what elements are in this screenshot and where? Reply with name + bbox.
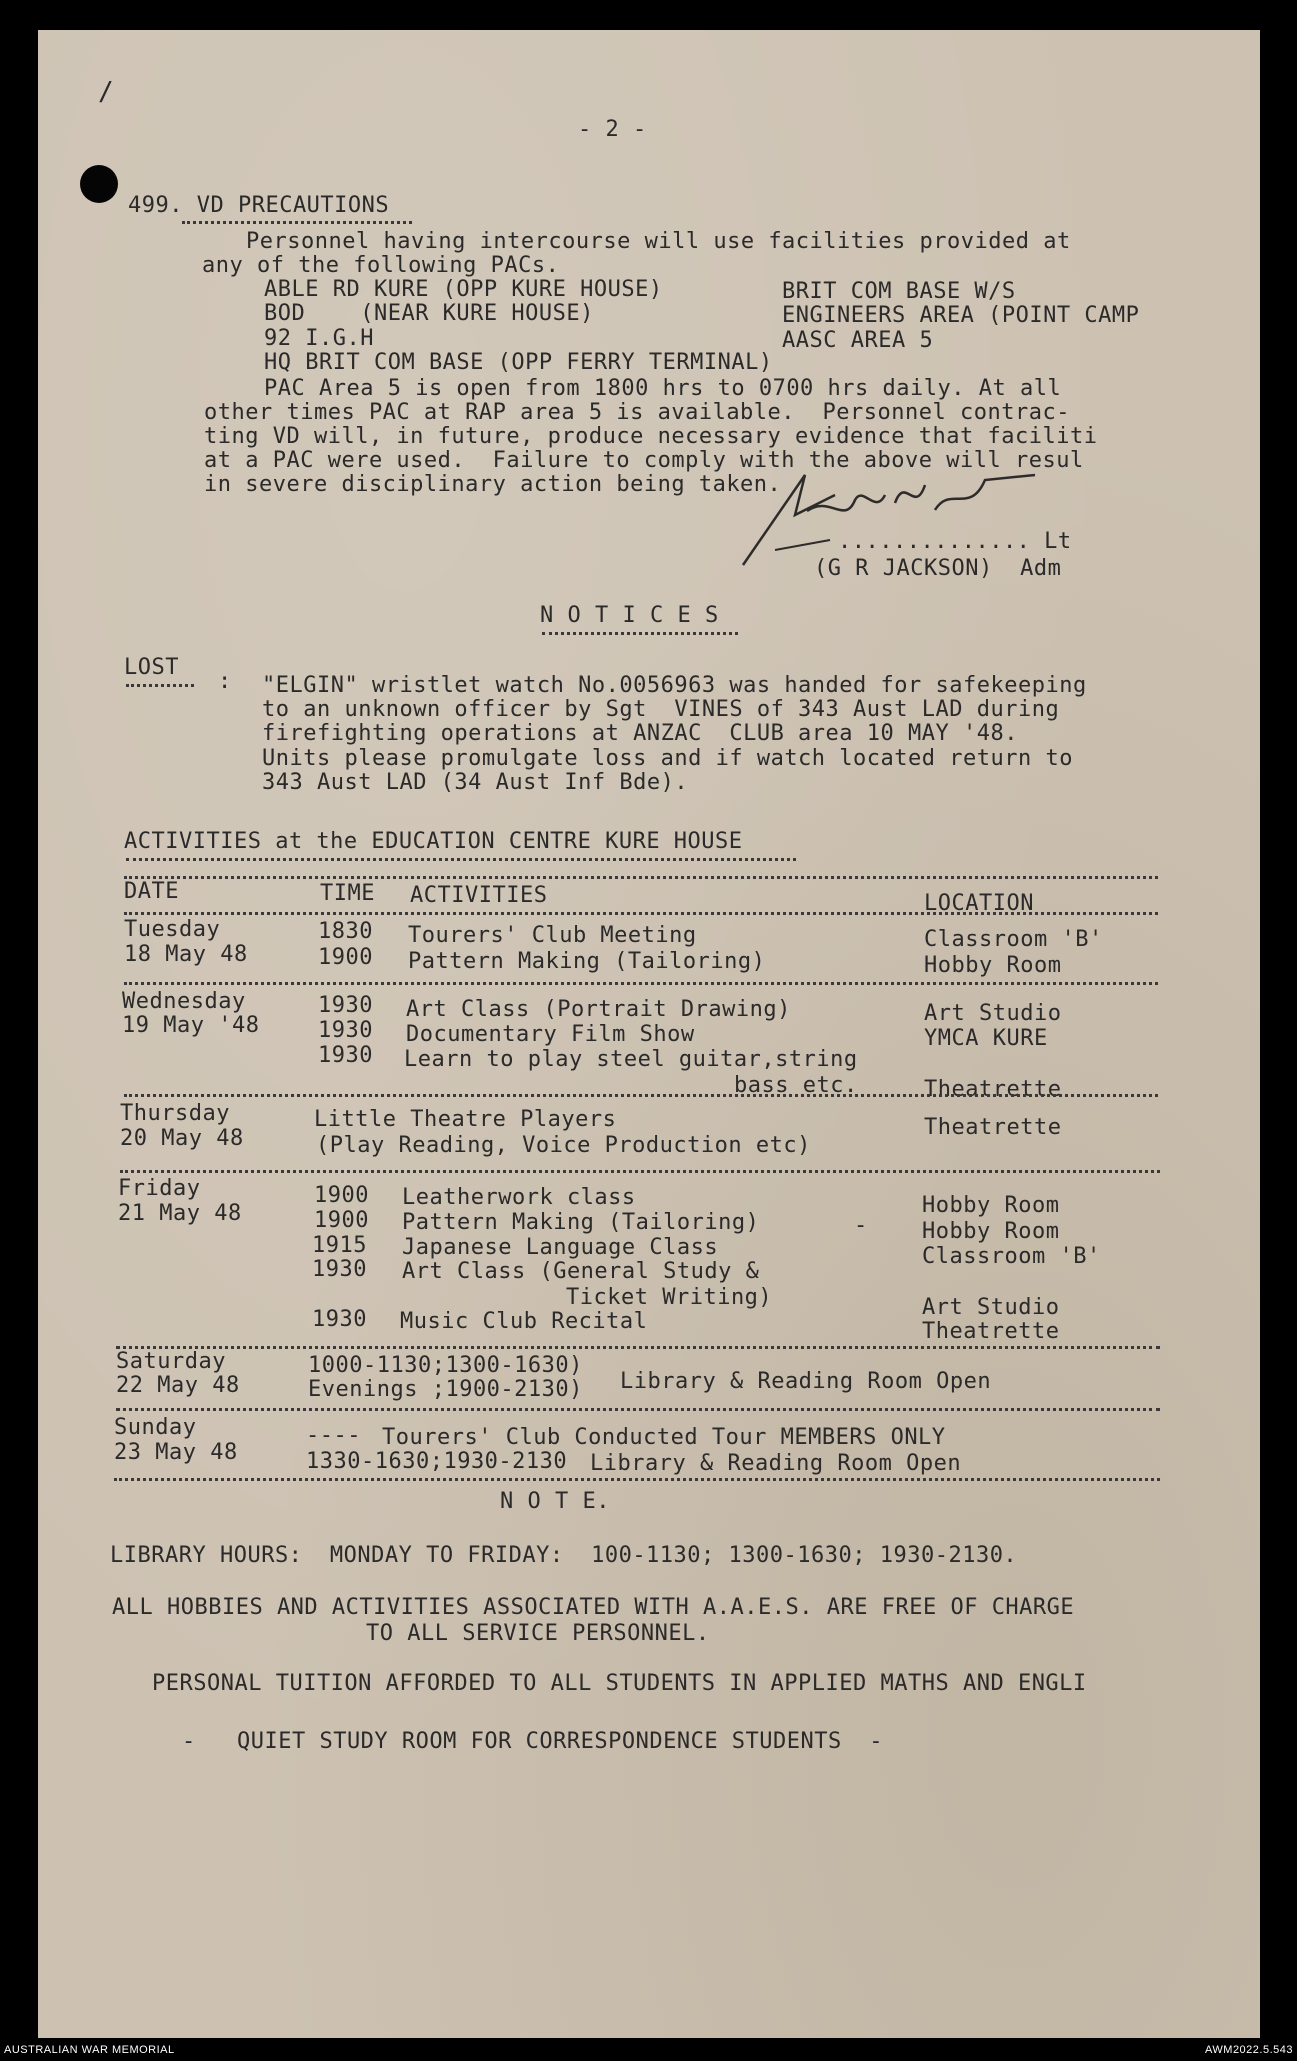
activity-location: Hobby Room xyxy=(922,1193,1060,1218)
activities-underline xyxy=(126,858,796,861)
pac-location: ABLE RD KURE (OPP KURE HOUSE) xyxy=(264,277,663,302)
library-hours: LIBRARY HOURS: MONDAY TO FRIDAY: 100-1130; 1300-1630; 1930-2130. xyxy=(110,1543,1018,1568)
activity-name: Little Theatre Players xyxy=(314,1107,617,1132)
column-header-time: TIME xyxy=(320,881,375,906)
day-name: Tuesday xyxy=(124,917,221,942)
activity-location: Theatrette xyxy=(924,1115,1062,1140)
activity-time: 1930 xyxy=(312,1307,367,1332)
activity-location: Theatrette xyxy=(922,1319,1060,1344)
table-rule xyxy=(114,1478,1160,1481)
table-rule xyxy=(124,912,1158,915)
activity-location: Classroom 'B' xyxy=(924,927,1103,952)
lost-line: 343 Aust LAD (34 Aust Inf Bde). xyxy=(262,770,689,795)
hobbies-note: TO ALL SERVICE PERSONNEL. xyxy=(366,1621,710,1646)
activity-name: Ticket Writing) xyxy=(566,1285,773,1310)
activity-time: 1915 xyxy=(312,1233,367,1258)
activity-name: Pattern Making (Tailoring) xyxy=(408,949,766,974)
activity-name: bass etc. xyxy=(734,1073,858,1098)
activity-location: Theatrette xyxy=(924,1077,1062,1102)
activity-time: 1000-1130;1300-1630) xyxy=(308,1353,583,1378)
table-rule xyxy=(124,1094,1158,1097)
pac-location: HQ BRIT COM BASE (OPP FERRY TERMINAL) xyxy=(264,350,773,375)
activity-name: Learn to play steel guitar,string xyxy=(404,1047,858,1072)
activity-time: 1900 xyxy=(314,1183,369,1208)
activity-location: Hobby Room xyxy=(922,1219,1060,1244)
activity-time: 1930 xyxy=(318,1043,373,1068)
day-name: Wednesday xyxy=(122,989,246,1014)
archive-credit: AUSTRALIAN WAR MEMORIAL xyxy=(4,2044,175,2056)
table-rule xyxy=(124,982,1158,985)
activity-location: Classroom 'B' xyxy=(922,1244,1101,1269)
lost-line: firefighting operations at ANZAC CLUB area 10 MAY '48. xyxy=(262,721,1018,746)
activity-name: Japanese Language Class xyxy=(402,1235,719,1260)
body-line: Personnel having intercourse will use facilities provided at xyxy=(246,229,1071,254)
activity-name: Library & Reading Room Open xyxy=(590,1451,962,1476)
activity-name: Leatherwork class xyxy=(402,1185,636,1210)
heading-underline xyxy=(182,221,412,224)
activity-name: Library & Reading Room Open xyxy=(620,1369,992,1394)
lost-line: to an unknown officer by Sgt VINES of 343 Aust LAD during xyxy=(262,697,1060,722)
day-date: 19 May '48 xyxy=(122,1013,260,1038)
lost-colon: : xyxy=(218,669,232,694)
punch-hole xyxy=(80,165,118,203)
lost-line: Units please promulgate loss and if watch located return to xyxy=(262,746,1073,771)
note-heading: N O T E. xyxy=(500,1489,610,1514)
pac-location: BOD (NEAR KURE HOUSE) xyxy=(264,301,594,326)
activity-location: Art Studio xyxy=(924,1001,1062,1026)
activity-name: Documentary Film Show xyxy=(406,1022,695,1047)
day-date: 18 May 48 xyxy=(124,942,248,967)
archive-reference: AWM2022.5.543 xyxy=(1204,2044,1293,2056)
section-heading: 499. VD PRECAUTIONS xyxy=(128,193,390,218)
pac-location: ENGINEERS AREA (POINT CAMP xyxy=(782,303,1140,328)
activity-name: (Play Reading, Voice Production etc) xyxy=(316,1133,811,1158)
column-header-location: LOCATION xyxy=(924,891,1034,916)
table-rule xyxy=(124,876,1158,879)
activity-time: 1330-1630;1930-2130 xyxy=(306,1449,568,1474)
activity-location: YMCA KURE xyxy=(924,1026,1048,1051)
table-rule xyxy=(116,1346,1160,1349)
activity-name: Art Class (Portrait Drawing) xyxy=(406,997,791,1022)
activity-name: Tourers' Club Meeting xyxy=(408,923,697,948)
activity-time: 1930 xyxy=(318,1018,373,1043)
signature-name: (G R JACKSON) Adm xyxy=(814,556,1062,581)
body-line: in severe disciplinary action being taken. xyxy=(204,472,782,497)
activity-name: Music Club Recital xyxy=(400,1309,648,1334)
body-line: PAC Area 5 is open from 1800 hrs to 0700 hrs daily. At all xyxy=(264,376,1062,401)
day-date: 22 May 48 xyxy=(116,1373,240,1398)
dash-mark: - xyxy=(854,1213,868,1238)
day-name: Saturday xyxy=(116,1349,226,1374)
lost-line: "ELGIN" wristlet watch No.0056963 was handed for safekeeping xyxy=(262,673,1087,698)
pac-location: BRIT COM BASE W/S xyxy=(782,279,1016,304)
activity-location: Art Studio xyxy=(922,1295,1060,1320)
notices-heading: N O T I C E S xyxy=(540,603,719,628)
body-line: any of the following PACs. xyxy=(202,253,560,278)
activity-time: 1900 xyxy=(314,1208,369,1233)
lost-underline xyxy=(126,684,194,687)
activity-name: Art Class (General Study & xyxy=(402,1259,760,1284)
activity-name: Pattern Making (Tailoring) xyxy=(402,1210,760,1235)
table-rule xyxy=(116,1408,1160,1411)
corner-mark: / xyxy=(98,77,115,107)
body-line: at a PAC were used. Failure to comply with the above will resul xyxy=(204,448,1084,473)
tuition-note: PERSONAL TUITION AFFORDED TO ALL STUDENTS IN APPLIED MATHS AND ENGLI xyxy=(152,1671,1087,1696)
activity-time: 1930 xyxy=(318,993,373,1018)
day-name: Thursday xyxy=(120,1101,230,1126)
day-date: 23 May 48 xyxy=(114,1440,238,1465)
day-date: 20 May 48 xyxy=(120,1126,244,1151)
activity-name: Tourers' Club Conducted Tour MEMBERS ONLY xyxy=(382,1425,946,1450)
pac-location: 92 I.G.H xyxy=(264,326,374,351)
activity-location: Hobby Room xyxy=(924,953,1062,978)
activity-time: Evenings ;1900-2130) xyxy=(308,1377,583,1402)
activity-time: 1900 xyxy=(318,945,373,970)
table-rule xyxy=(120,1170,1160,1173)
page-number: - 2 - xyxy=(578,117,647,142)
activity-time: ---- xyxy=(306,1423,361,1448)
hobbies-note: ALL HOBBIES AND ACTIVITIES ASSOCIATED WITH A.A.E.S. ARE FREE OF CHARGE xyxy=(112,1595,1075,1620)
body-line: ting VD will, in future, produce necessary evidence that faciliti xyxy=(204,424,1098,449)
activity-time: 1930 xyxy=(312,1257,367,1282)
activities-heading: ACTIVITIES at the EDUCATION CENTRE KURE HOUSE xyxy=(124,829,743,854)
column-header-activities: ACTIVITIES xyxy=(410,883,548,908)
body-line: other times PAC at RAP area 5 is available. Personnel contrac- xyxy=(204,400,1070,425)
day-name: Sunday xyxy=(114,1415,197,1440)
column-header-date: DATE xyxy=(124,879,179,904)
day-name: Friday xyxy=(118,1176,201,1201)
day-date: 21 May 48 xyxy=(118,1201,242,1226)
notices-underline xyxy=(542,632,738,635)
lost-label: LOST xyxy=(124,655,179,680)
pac-location: AASC AREA 5 xyxy=(782,328,934,353)
quiet-study-note: - QUIET STUDY ROOM FOR CORRESPONDENCE STUDENTS - xyxy=(182,1729,884,1754)
signature-rank: .............. Lt xyxy=(838,529,1072,554)
activity-time: 1830 xyxy=(318,919,373,944)
